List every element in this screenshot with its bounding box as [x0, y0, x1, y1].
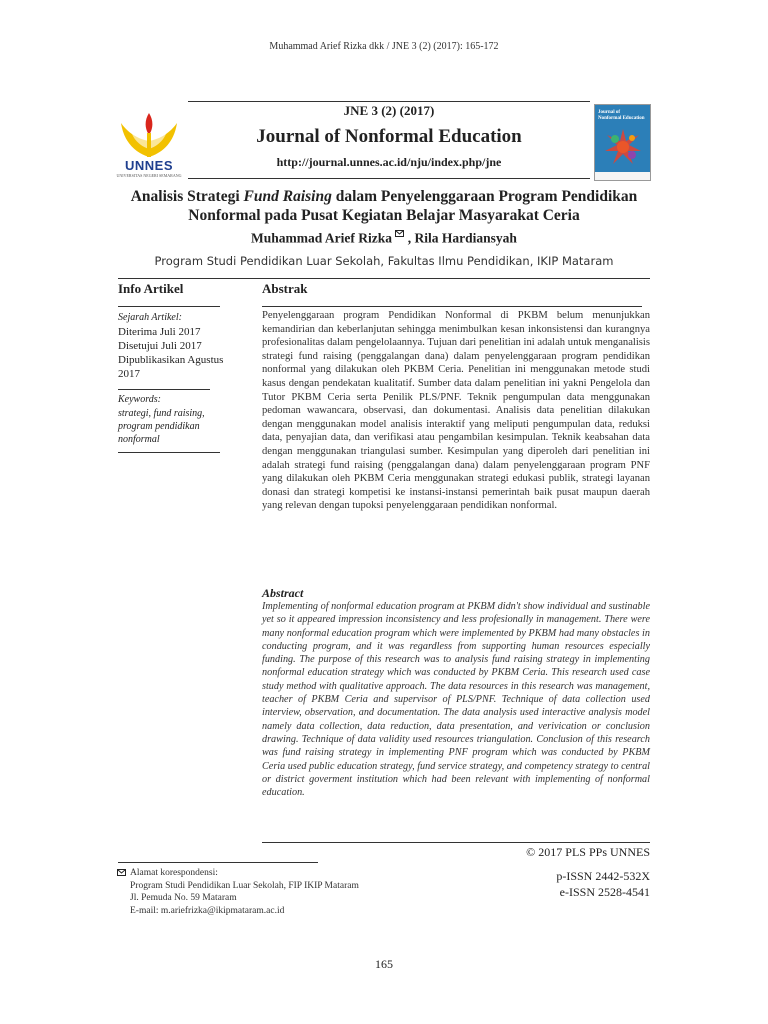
header-rule-bottom — [188, 178, 590, 179]
cover-title-line2: Nonformal Education — [598, 116, 645, 121]
logo-subtext: UNIVERSITAS NEGERI SEMARANG — [116, 173, 182, 178]
correspondence-email[interactable]: E-mail: m.ariefrizka@ikipmataram.ac.id — [130, 905, 285, 916]
logo-text: UNNES — [124, 158, 173, 173]
abstract-body: Implementing of nonformal education program at PKBM didn't show individual and sustinable yet so it appeared impression inconsistency and less profesionally in management. There were many nonformal education program which were implemented by PKBM had many obstacles in conducting program, and it was regardless from supporting human resources especially funding. The purpose of this research was to analysis fund raising strategy in implementing nonformal education strategy which was conducted by PKBM Ceria. This research used case study method with qualitative approach. The data resources in this research was management, teacher of PKBM Ceria and supervisor of PLS/PNF. Technique of data collection used interview, observation, and documentation. The data analysis used interactive analysis model namely data collection, data reduction, data presentation, and verivication or conclusion drawing. Technique of data validity used resources triangulation. Conclusion of this research was fund raising strategy in implementing PNF program which was conducted by PKBM Ceria used public education strategy, fund service strategy, and competency strategy to central or district goverment institution which had been relevant with implementing of nonformal education. — [262, 601, 650, 799]
cover-footer-band — [595, 172, 650, 180]
published-date: Dipublikasikan Agustus 2017 — [118, 354, 224, 380]
footer-rule — [262, 842, 650, 843]
abstrak-heading: Abstrak — [262, 281, 308, 296]
abstract-heading: Abstract — [262, 586, 304, 600]
running-head: Muhammad Arief Rizka dkk / JNE 3 (2) (2017): 165-172 — [269, 41, 499, 52]
authors — [100, 230, 668, 247]
author-separator: , — [404, 230, 415, 246]
logo-flame — [146, 113, 153, 135]
affiliation: Program Studi Pendidikan Luar Sekolah, Fakultas Ilmu Pendidikan, IKIP Mataram — [154, 254, 614, 268]
correspondence-rule — [118, 862, 318, 863]
paper-title-line2: Nonformal pada Pusat Kegiatan Belajar Masyarakat Ceria — [188, 207, 580, 224]
cover-title-line1: Journal of — [598, 110, 621, 115]
author-1: Muhammad Arief Rizka — [251, 230, 393, 246]
journal-url[interactable]: http://journal.unnes.ac.id/nju/index.php/jne — [276, 155, 502, 169]
correspondence-label: Alamat korespondensi: — [130, 868, 218, 878]
keywords-label: Keywords: — [118, 394, 161, 405]
logo-stem — [147, 133, 151, 157]
copyright: © 2017 PLS PPs UNNES — [526, 845, 650, 859]
paper-title — [100, 187, 668, 225]
issn-block — [440, 868, 650, 900]
e-issn: e-ISSN 2528-4541 — [559, 885, 650, 899]
abstrak-heading-rule — [262, 306, 642, 307]
correspondence-line2: Jl. Pemuda No. 59 Mataram — [130, 893, 237, 903]
cover-art-icon — [603, 127, 643, 167]
journal-title: Journal of Nonformal Education — [256, 126, 522, 147]
author-2: Rila Hardiansyah — [414, 230, 517, 246]
correspondence-address — [130, 867, 359, 917]
info-divider — [118, 389, 210, 390]
abstrak-body: Penyelenggaraan program Pendidikan Nonformal di PKBM belum menunjukkan kemandirian dan keberlanjutan sehingga menimbulkan kesan inkonsistensi dan kurangnya profesionalitas dalam pengelolaannya. Tujuan dari penelitian ini adalah untuk menganalisis strategi fund raising (penggalangan dana) dalam penyelenggaraan program pendidikan nonformal yang dilakukan oleh PKBM Ceria. Penelitian ini menggunakan metode studi kasus dengan pendekatan kualitatif. Sumber data dalam penelitian ini yakni Pengelola dan Tutor PKBM Ceria serta Penilik PLS/PNF. Teknik pengumpulan data menggunakan pedoman wawancara, observasi, dan dokumentasi. Analisis data penelitian dilakukan dengan menggunakan model analisis interaktif yang meliputi pengumpulan data, reduksi data, penyajian data, dan verifikasi atau pengambilan kesimpulan. Teknik keabsahan data dengan menggunakan triangulasi sumber. Kesimpulan yang diperoleh dari penelitian ini adalah strategi fund raising (penggalangan dana) dalam penyelenggaraan program PNF yang dilakukan oleh PKBM Ceria menggunakan strategi edukasi publik, strategi layanan donasi dan strategi kompetisi ke instansi-instansi pemerintah baik pusat maupun daerah yang relevan dengan tupoksi penyelenggaraan pendidikan nonformal. — [262, 310, 650, 512]
paper-title-italic: Fund Raising — [243, 188, 332, 205]
keywords-divider — [118, 452, 220, 453]
header-rule-top — [188, 101, 590, 102]
info-heading-rule — [118, 306, 220, 307]
correspondence-line1: Program Studi Pendidikan Luar Sekolah, FIP IKIP Mataram — [130, 880, 359, 891]
received-date: Diterima Juli 2017 — [118, 326, 201, 338]
info-heading: Info Artikel — [118, 281, 184, 296]
keywords: strategi, fund raising, program pendidikan nonformal — [118, 408, 205, 445]
journal-volume: JNE 3 (2) (2017) — [343, 103, 435, 118]
envelope-icon — [117, 869, 126, 876]
section-rule-top — [118, 278, 650, 279]
page-number: 165 — [375, 957, 393, 971]
paper-title-part1: Analisis Strategi — [130, 188, 244, 205]
cover-title — [598, 110, 645, 122]
paper-title-part2: dalam Penyelenggaraan Program Pendidikan — [331, 188, 638, 205]
article-info — [118, 311, 226, 453]
p-issn: p-ISSN 2442-532X — [556, 869, 650, 883]
history-label: Sejarah Artikel: — [118, 312, 182, 323]
journal-cover — [594, 104, 651, 181]
accepted-date: Disetujui Juli 2017 — [118, 340, 202, 352]
